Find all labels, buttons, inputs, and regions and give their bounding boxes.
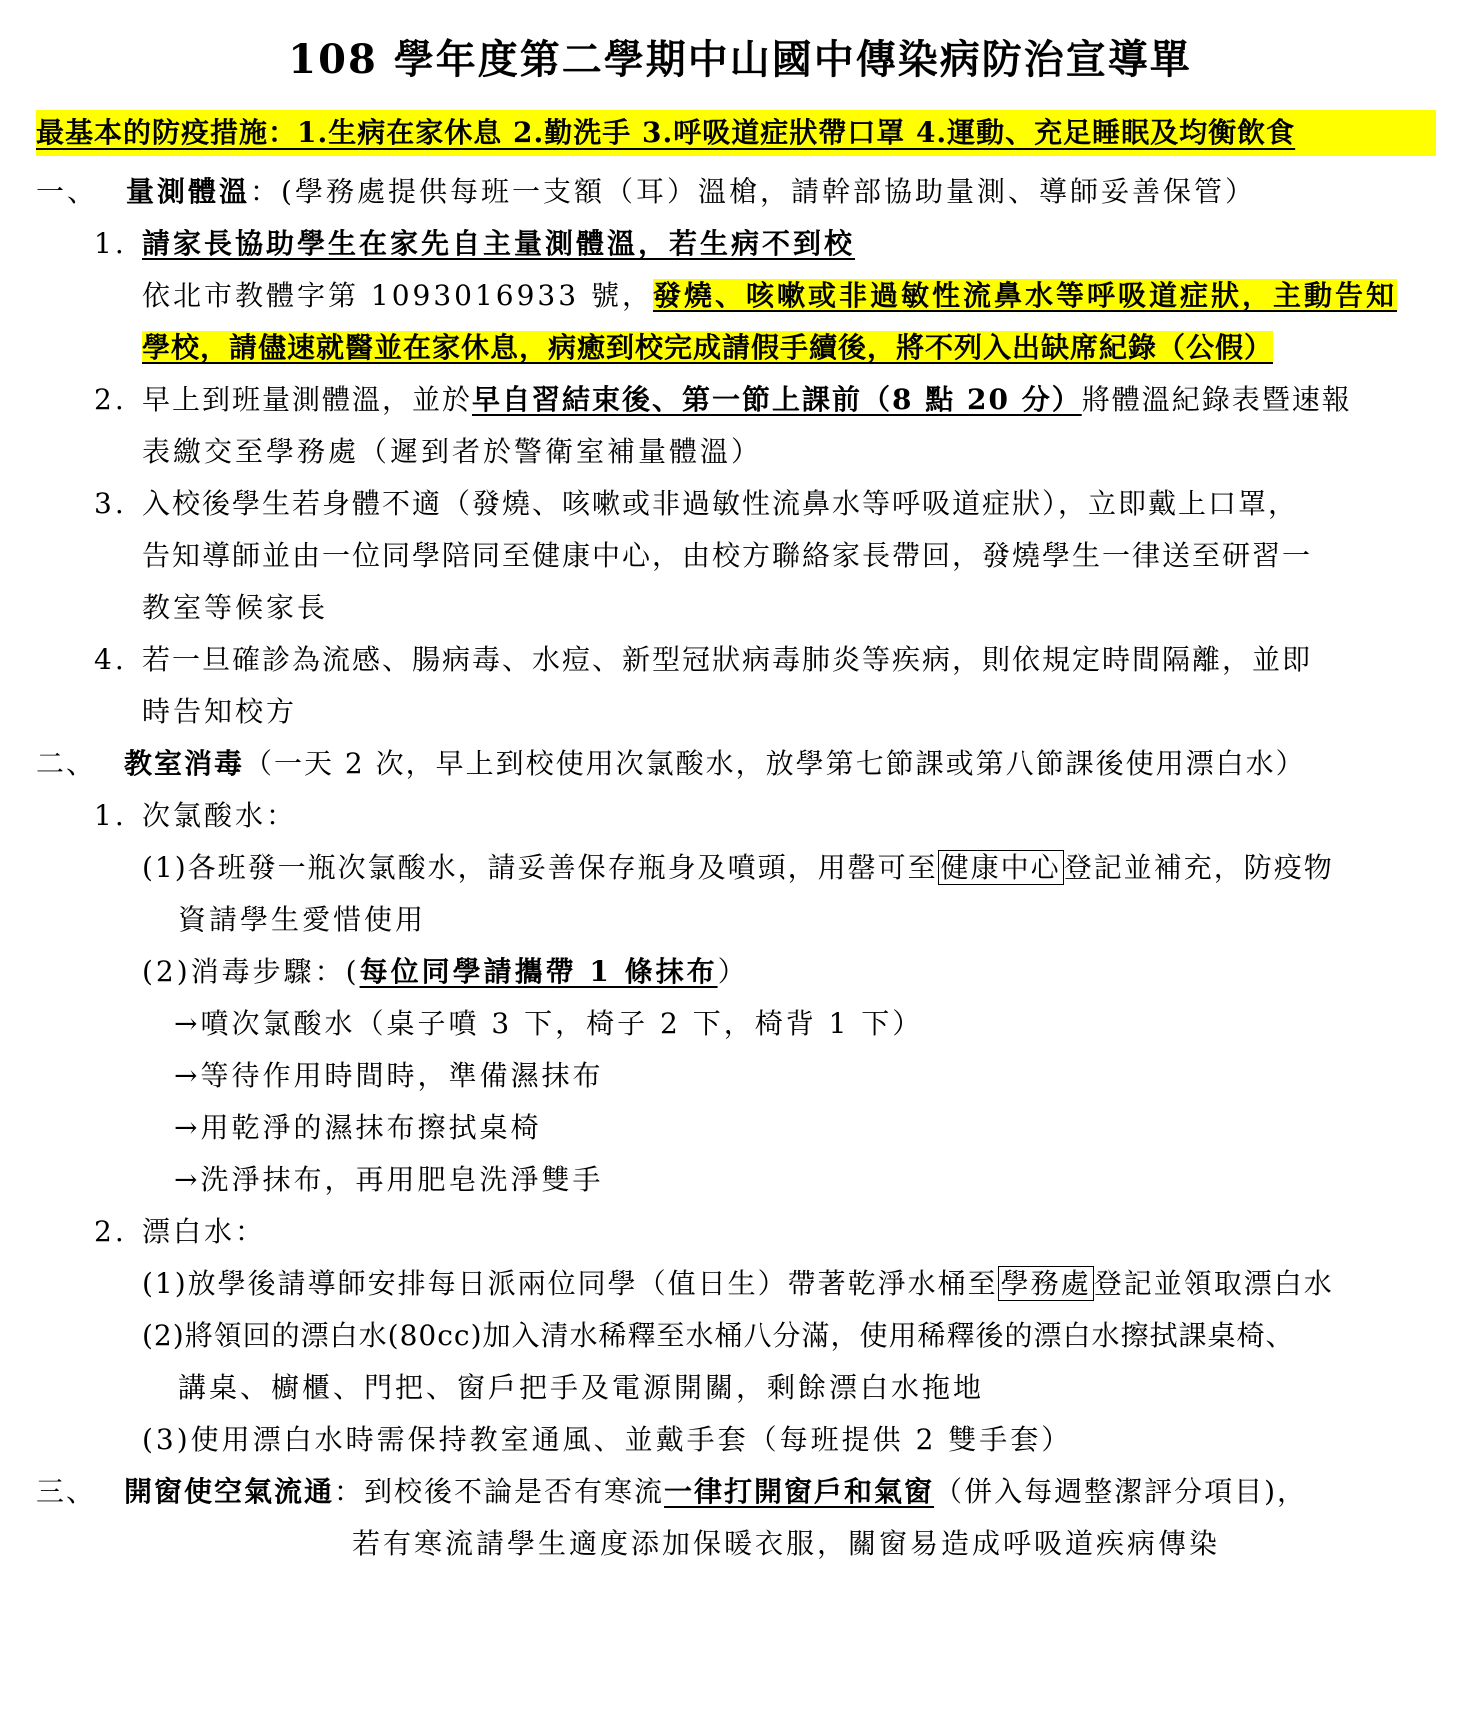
basic-measures-banner: 最基本的防疫措施：1.生病在家休息 2.勤洗手 3.呼吸道症狀帶口罩 4.運動、充足睡眠及均衡飲食 — [36, 110, 1436, 156]
item-2-2-p1 — [142, 1264, 1334, 1304]
item-2-1-p2-text-c: ） — [717, 955, 749, 988]
open-windows-note: 一律打開窗戶和氣窗 — [664, 1475, 935, 1508]
item-1-2-line1 — [142, 380, 1352, 420]
disinfect-step-4: →洗淨抹布，再用肥皂洗淨雙手 — [174, 1163, 604, 1196]
item-1-1-highlight-b-text: 學校，請儘速就醫並在家休息，病癒到校完成請假手續後，將不列入出缺席紀錄（公假） — [142, 331, 1274, 364]
disinfect-step-2: →等待作用時間時，準備濕抹布 — [174, 1059, 604, 1092]
item-2-2-p1-text-c: 登記並領取漂白水 — [1093, 1267, 1334, 1300]
section-1-note: ：(學務處提供每班一支額（耳）溫槍，請幹部協助量測、導師妥善保管） — [250, 175, 1256, 208]
item-2-1-p2 — [142, 952, 749, 992]
item-2-1-p1 — [142, 848, 1334, 888]
item-2-2-p2-line2: 講桌、櫥櫃、門把、窗戶把手及電源開關，剩餘漂白水拖地 — [178, 1371, 985, 1404]
item-1-4-line1: 若一旦確診為流感、腸病毒、水痘、新型冠狀病毒肺炎等疾病，則依規定時間隔離，並即 — [142, 643, 1313, 676]
section-1-number: 一、 — [36, 175, 99, 208]
item-2-2-p2-line1: (2)將領回的漂白水(80cc)加入清水稀釋至水桶八分滿，使用稀釋後的漂白水擦拭課桌椅、 — [142, 1319, 1295, 1352]
item-2-2-number: 2. — [94, 1215, 127, 1248]
section-1-title: 量測體溫 — [126, 175, 251, 208]
item-2-1-p1-line2: 資請學生愛惜使用 — [178, 903, 427, 936]
section-2-heading — [36, 744, 1306, 784]
item-1-2-text-c: 將體溫紀錄表暨速報 — [1081, 383, 1352, 416]
item-1-2-text-a: 早上到班量測體溫，並於 — [142, 383, 473, 416]
item-1-4-number: 4. — [94, 643, 127, 676]
item-2-1-number: 1. — [94, 799, 127, 832]
item-1-1-heading: 請家長協助學生在家先自主量測體溫，若生病不到校 — [142, 227, 856, 260]
item-1-3-line1: 入校後學生若身體不適（發燒、咳嗽或非過敏性流鼻水等呼吸道症狀），立即戴上口罩， — [142, 487, 1299, 520]
item-1-1-number: 1. — [94, 227, 127, 260]
section-3-text-a: ：到校後不論是否有寒流 — [334, 1475, 665, 1508]
section-1-heading — [36, 172, 1256, 212]
item-1-1-line2 — [142, 276, 1397, 316]
item-2-1-p2-text-a: (2)消毒步驟：( — [142, 955, 360, 988]
section-2-title: 教室消毒 — [124, 747, 245, 780]
item-1-2-line2: 表繳交至學務處（遲到者於警衛室補量體溫） — [142, 435, 763, 468]
disinfect-step-3: →用乾淨的濕抹布擦拭桌椅 — [174, 1111, 542, 1144]
document-title: 108 學年度第二學期中山國中傳染病防治宣導單 — [288, 36, 1192, 83]
health-center-box: 健康中心 — [938, 850, 1064, 885]
item-1-3-line2: 告知導師並由一位同學陪同至健康中心，由校方聯絡家長帶回，發燒學生一律送至研習一 — [142, 539, 1313, 572]
item-2-2-p3: (3)使用漂白水時需保持教室通風、並戴手套（每班提供 2 雙手套） — [142, 1423, 1073, 1456]
section-3-heading — [36, 1472, 1307, 1512]
item-1-4-line2: 時告知校方 — [142, 695, 298, 728]
item-2-2-p1-text-a: (1)放學後請導師安排每日派兩位同學（值日生）帶著乾淨水桶至 — [142, 1267, 998, 1300]
item-1-3-number: 3. — [94, 487, 127, 520]
section-2-note: （一天 2 次，早上到校使用次氯酸水，放學第七節課或第八節課後使用漂白水） — [244, 747, 1306, 780]
item-1-1-reference: 依北市教體字第 1093016933 號， — [142, 279, 653, 312]
item-2-1-p1-text-c: 登記並補充，防疫物 — [1063, 851, 1334, 884]
bring-cloth-note: 每位同學請攜帶 1 條抹布 — [359, 955, 718, 988]
item-1-1-highlight-b — [142, 328, 1273, 368]
item-1-2-number: 2. — [94, 383, 127, 416]
item-1-2-deadline: 早自習結束後、第一節上課前（8 點 20 分） — [472, 383, 1082, 416]
item-2-2-label: 漂白水： — [142, 1215, 267, 1248]
section-3-title: 開窗使空氣流通 — [124, 1475, 335, 1508]
item-1-3-line3: 教室等候家長 — [142, 591, 329, 624]
disinfect-step-1: →噴次氯酸水（桌子噴 3 下，椅子 2 下，椅背 1 下） — [174, 1007, 924, 1040]
item-2-1-label: 次氯酸水： — [142, 799, 298, 832]
section-3-line2: 若有寒流請學生適度添加保暖衣服，關窗易造成呼吸道疾病傳染 — [352, 1527, 1221, 1560]
section-3-number: 三、 — [36, 1475, 97, 1508]
item-1-1-highlight-a: 發燒、咳嗽或非過敏性流鼻水等呼吸道症狀，主動告知 — [652, 279, 1397, 312]
section-2-number: 二、 — [36, 747, 97, 780]
student-affairs-box: 學務處 — [998, 1266, 1094, 1301]
section-3-text-c: （併入每週整潔評分項目)， — [934, 1475, 1307, 1508]
item-2-1-p1-text-a: (1)各班發一瓶次氯酸水，請妥善保存瓶身及噴頭，用罄可至 — [142, 851, 938, 884]
